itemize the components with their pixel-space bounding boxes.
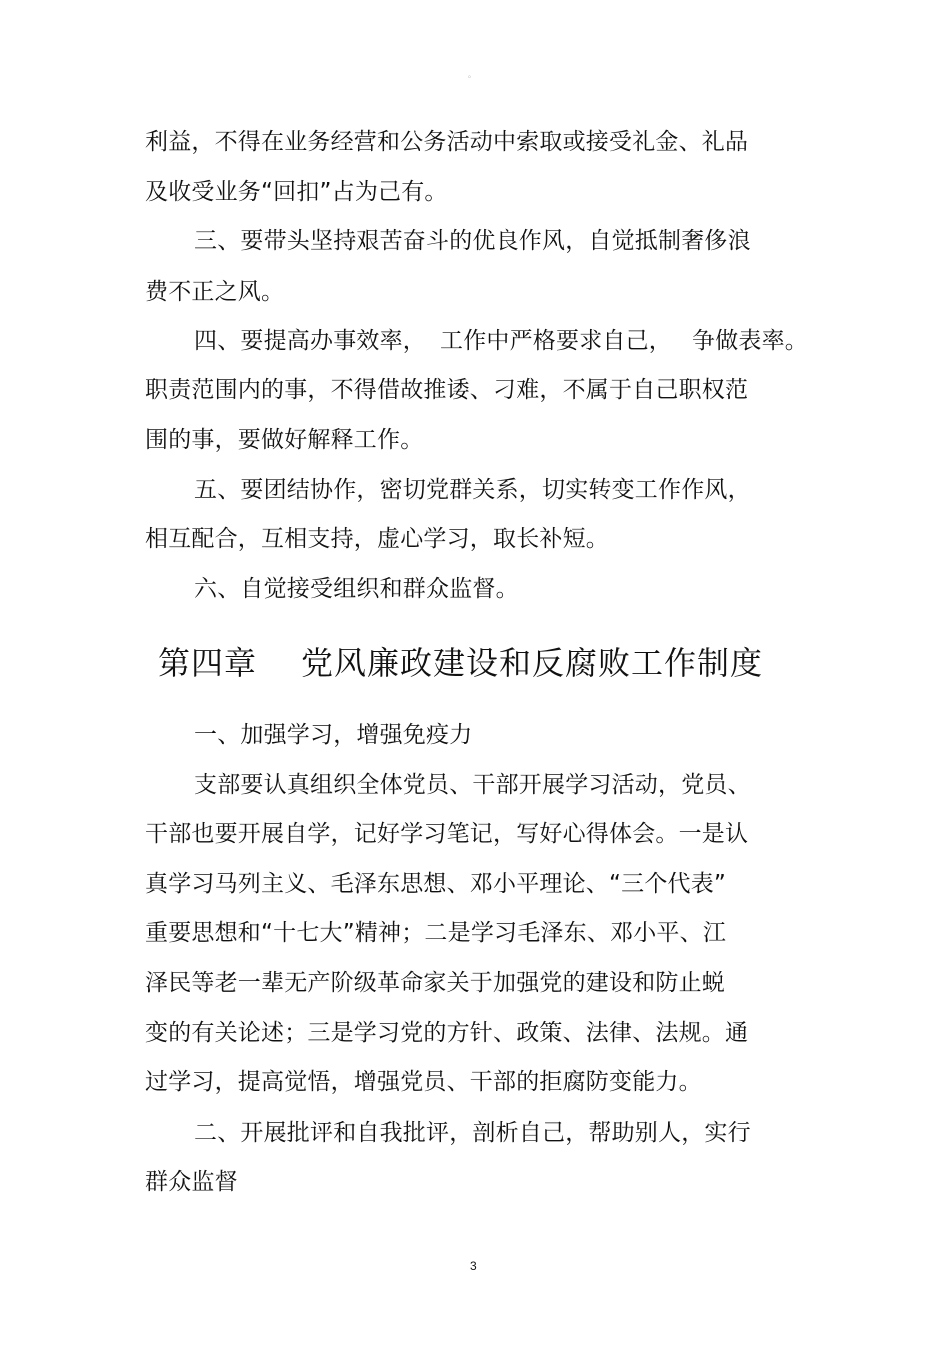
text-line: 争做表率。 [692, 328, 808, 354]
text-line: 真学习马列主义、毛泽东思想、邓小平理论、“三个代表” [145, 871, 727, 897]
text-line: 一、加强学习，增强免疫力 [194, 722, 473, 748]
chapter-title: 党风廉政建设和反腐败工作制度 [301, 644, 764, 682]
text-line: 三、要带头坚持艰苦奋斗的优良作风，自觉抵制奢侈浪 [194, 228, 751, 254]
text-line: 泽民等老一辈无产阶级革命家关于加强党的建设和防止蜕 [145, 970, 725, 996]
header-mark: 。 [468, 70, 476, 79]
text-line: 群众监督 [145, 1169, 238, 1195]
text-line: 重要思想和“十七大”精神；二是学习毛泽东、邓小平、江 [145, 920, 727, 946]
text-line: 四、要提高办事效率， [194, 328, 426, 354]
chapter-heading [158, 640, 763, 686]
text-line: 利益，不得在业务经营和公务活动中索取或接受礼金、礼品 [145, 129, 749, 155]
text-line: 变的有关论述；三是学习党的方针、政策、法律、法规。通 [145, 1020, 749, 1046]
text-line: 费不正之风。 [145, 279, 285, 305]
text-line: 围的事，要做好解释工作。 [145, 427, 424, 453]
text-line: 过学习，提高觉悟，增强党员、干部的拒腐防变能力。 [145, 1069, 702, 1095]
text-line: 干部也要开展自学，记好学习笔记，写好心得体会。一是认 [145, 821, 749, 847]
text-line: 职责范围内的事，不得借故推诿、刁难，不属于自己职权范 [145, 377, 749, 403]
text-line: 工作中严格要求自己， [440, 328, 672, 354]
text-line: 支部要认真组织全体党员、干部开展学习活动，党员、 [194, 772, 751, 798]
page-number: 3 [470, 1259, 477, 1273]
text-line: 二、开展批评和自我批评，剖析自己，帮助别人，实行 [194, 1120, 751, 1146]
text-line: 及收受业务“回扣”占为己有。 [145, 179, 448, 205]
text-line: 相互配合，互相支持，虚心学习，取长补短。 [145, 526, 609, 552]
chapter-number: 第四章 [158, 644, 258, 682]
text-line: 五、要团结协作，密切党群关系，切实转变工作作风， [194, 477, 751, 503]
text-line: 六、自觉接受组织和群众监督。 [194, 576, 519, 602]
